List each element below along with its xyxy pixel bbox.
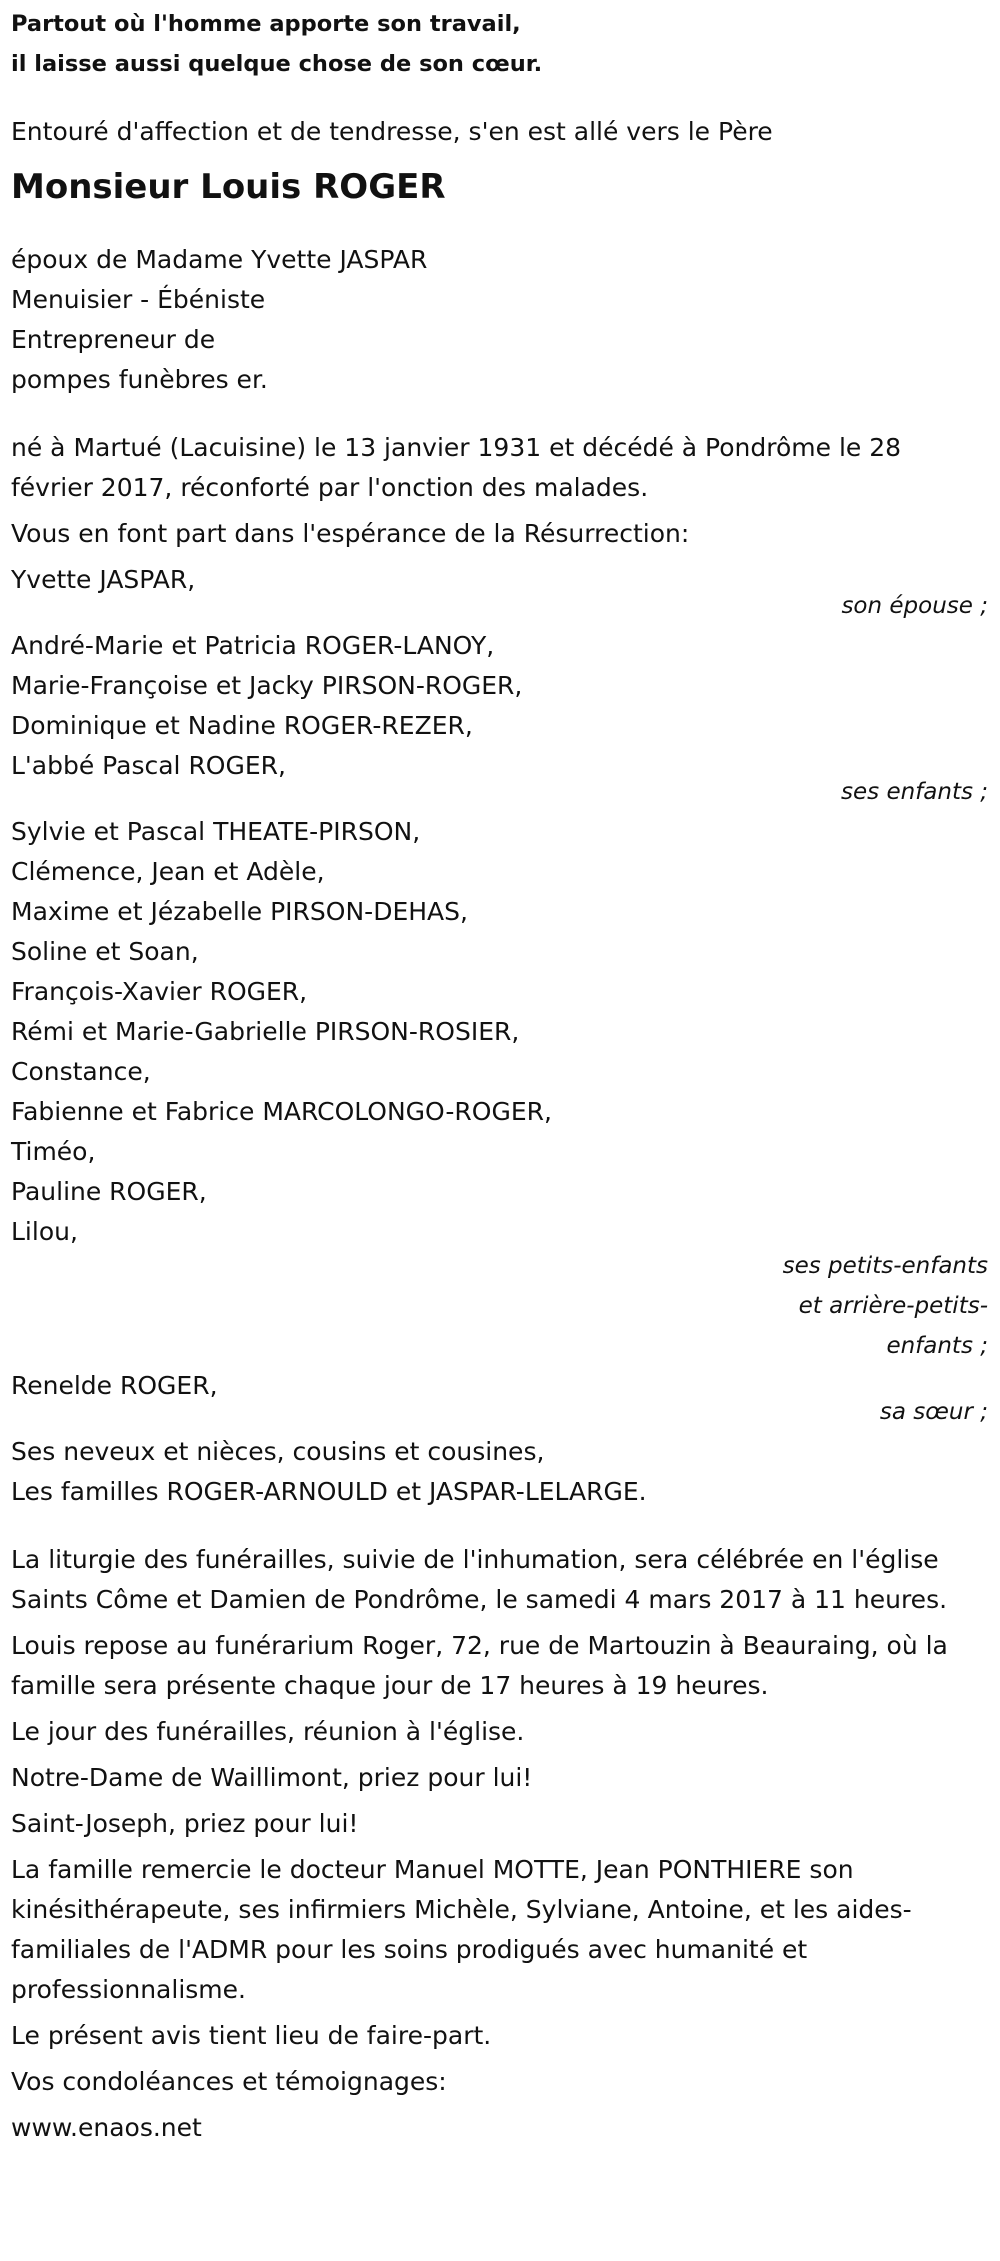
website-link[interactable]: www.enaos.net [11,2113,202,2142]
family-group-children [11,626,988,812]
family-member: Clémence, Jean et Adèle, [11,857,325,886]
family-member: Marie-Françoise et Jacky PIRSON-ROGER, [11,671,523,700]
deceased-name: Monsieur Louis ROGER [11,167,446,207]
thanks-text: La famille remercie le docteur Manuel MOTTE, Jean PONTHIERE son kinésithérapeute, ses infirmiers Michèle, Sylviane, Antoine, et les aides-familiales de l'ADMR pour les soins prodigués avec humanité et professionnalisme. [11,1855,912,2004]
family-group-spouse [11,560,988,626]
family-member: Maxime et Jézabelle PIRSON-DEHAS, [11,897,468,926]
relation-label [11,1246,988,1366]
family-member: François-Xavier ROGER, [11,977,308,1006]
relation-label: ses enfants ; [841,779,988,805]
family-group-sister [11,1366,988,1432]
relation-line: ses petits-enfants [782,1253,988,1279]
opening-quote [11,4,988,84]
meeting-text: Le jour des funérailles, réunion à l'église. [11,1717,525,1746]
family-member: André-Marie et Patricia ROGER-LANOY, [11,631,495,660]
title-line: Menuisier - Ébéniste [11,285,266,314]
family-member: Renelde ROGER, [11,1371,218,1400]
family-member: Soline et Soan, [11,937,199,966]
notice-text: Le présent avis tient lieu de faire-part. [11,2021,492,2050]
family-member: L'abbé Pascal ROGER, [11,751,286,780]
extended-family [11,1432,988,1512]
relation-label: son épouse ; [841,593,988,619]
deceased-titles [11,240,988,400]
family-member: Dominique et Nadine ROGER-REZER, [11,711,473,740]
funerarium-text: Louis repose au funérarium Roger, 72, rue de Martouzin à Beauraing, où la famille sera présente chaque jour de 17 heures à 19 heures. [11,1631,948,1700]
relation-line: et arrière-petits- [798,1293,988,1319]
condolences-text: Vos condoléances et témoignages: [11,2067,447,2096]
family-member: Sylvie et Pascal THEATE-PIRSON, [11,817,421,846]
title-line: pompes funèbres er. [11,365,268,394]
prayer-text: Saint-Joseph, priez pour lui! [11,1809,359,1838]
prayer-text: Notre-Dame de Waillimont, priez pour lui! [11,1763,533,1792]
intro-text: Entouré d'affection et de tendresse, s'en est allé vers le Père [11,117,773,146]
announcement-text: Vous en font part dans l'espérance de la Résurrection: [11,519,690,548]
family-member: Lilou, [11,1217,78,1246]
title-line: Entrepreneur de [11,325,216,354]
family-member: Pauline ROGER, [11,1177,207,1206]
extended-family-line: Les familles ROGER-ARNOULD et JASPAR-LELARGE. [11,1477,647,1506]
family-member: Yvette JASPAR, [11,565,196,594]
quote-line: Partout où l'homme apporte son travail, [11,11,521,37]
birth-death-text: né à Martué (Lacuisine) le 13 janvier 1931 et décédé à Pondrôme le 28 février 2017, réconforté par l'onction des malades. [11,433,902,502]
relation-line: enfants ; [886,1333,988,1359]
family-member: Rémi et Marie-Gabrielle PIRSON-ROSIER, [11,1017,520,1046]
funeral-details [11,1540,988,2148]
family-member: Timéo, [11,1137,96,1166]
extended-family-line: Ses neveux et nièces, cousins et cousines, [11,1437,545,1466]
quote-line: il laisse aussi quelque chose de son cœur. [11,51,543,77]
family-group-grandchildren [11,812,988,1366]
title-line: époux de Madame Yvette JASPAR [11,245,428,274]
liturgy-text: La liturgie des funérailles, suivie de l'inhumation, sera célébrée en l'église Saints Côme et Damien de Pondrôme, le samedi 4 mars 2017 à 11 heures. [11,1545,948,1614]
family-member: Constance, [11,1057,151,1086]
relation-label: sa sœur ; [879,1399,988,1425]
family-member: Fabienne et Fabrice MARCOLONGO-ROGER, [11,1097,552,1126]
